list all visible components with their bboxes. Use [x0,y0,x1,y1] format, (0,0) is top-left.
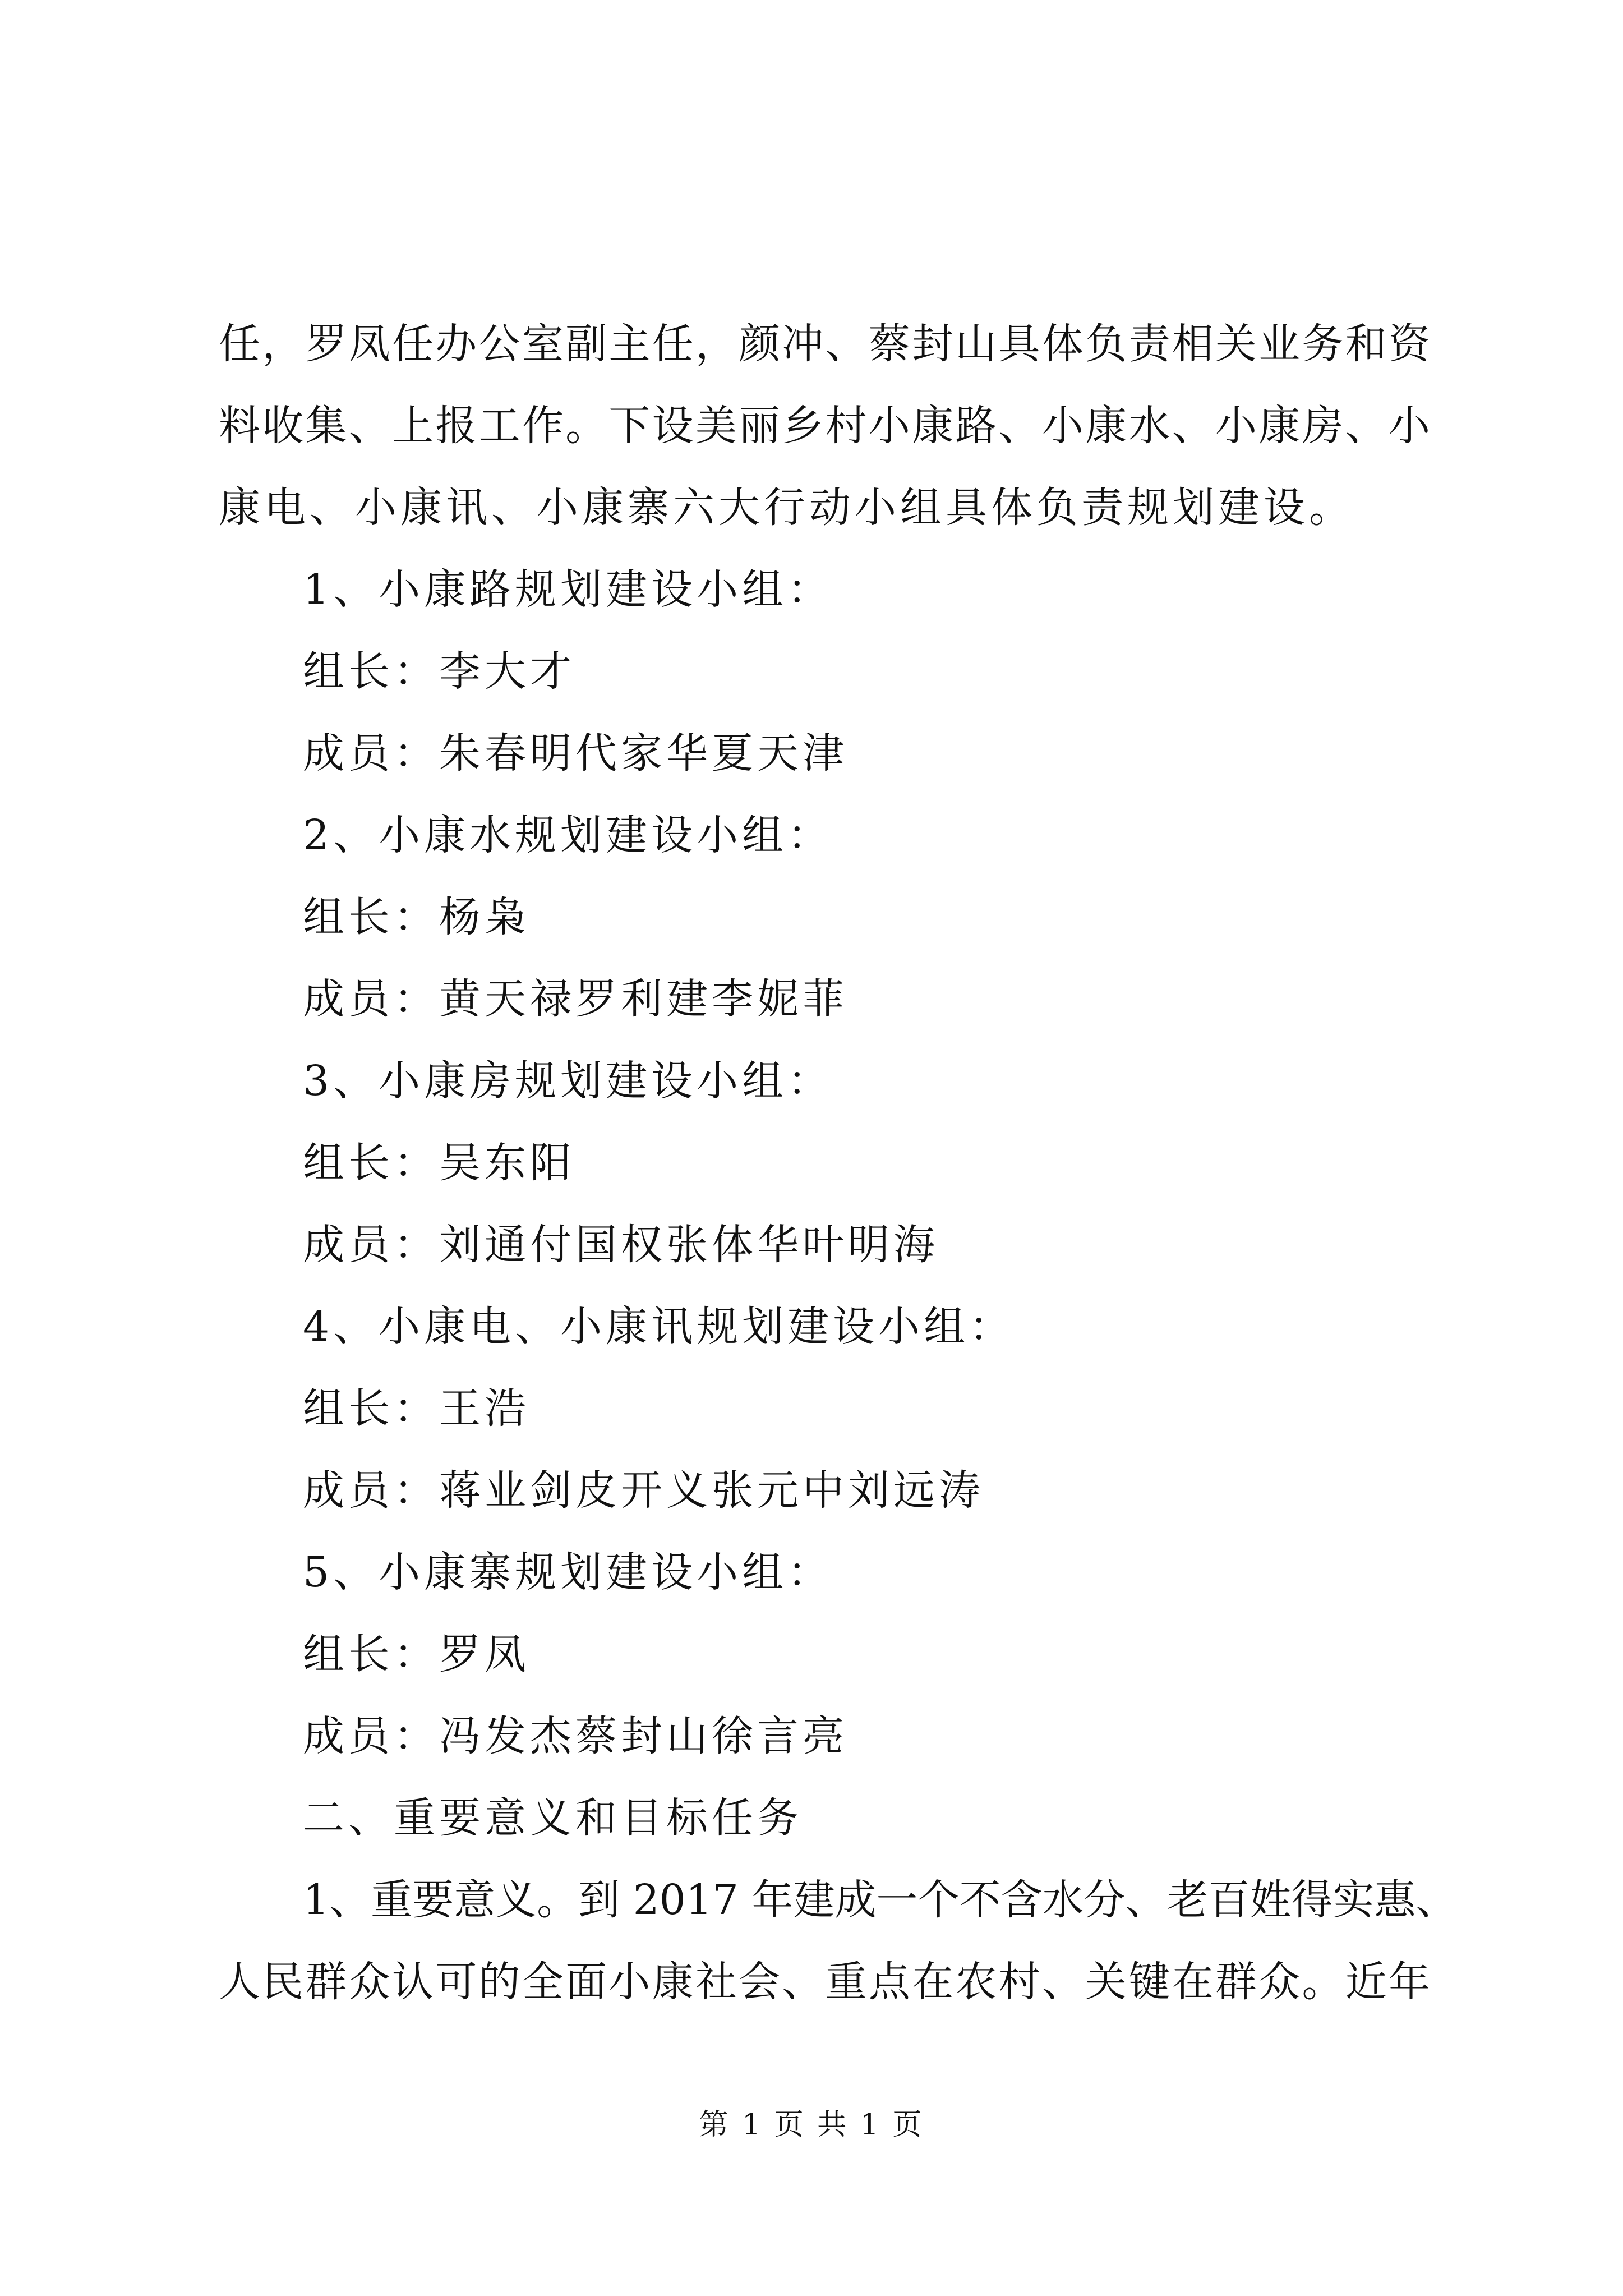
group-leader-water: 组长：杨枭 [303,893,530,941]
paragraph-line-2: 人民群众认可的全面小康社会、重点在农村、关键在群众。近年 [219,1958,1430,2006]
group-members-village: 成员：冯发杰蔡封山徐言亮 [303,1712,848,1760]
section-heading: 二、重要意义和目标任务 [303,1794,803,1842]
text-line-2: 料收集、上报工作。下设美丽乡村小康路、小康水、小康房、小 [219,402,1430,450]
group-members-water: 成员：黄天禄罗利建李妮菲 [303,975,848,1023]
page-footer: 第 1 页 共 1 页 [699,2108,924,2142]
group-heading-village: 5、小康寨规划建设小组： [303,1548,833,1596]
group-leader-road: 组长：李大才 [303,647,575,696]
paragraph-line-1: 1、重要意义。到 2017 年建成一个不含水分、老百姓得实惠、 [303,1876,1458,1924]
group-leader-power: 组长：王浩 [303,1384,530,1433]
group-heading-house: 3、小康房规划建设小组： [303,1057,833,1105]
group-members-house: 成员：刘通付国权张体华叶明海 [303,1221,939,1269]
group-leader-house: 组长：吴东阳 [303,1139,575,1187]
group-leader-village: 组长：罗凤 [303,1630,530,1678]
group-members-road: 成员：朱春明代家华夏天津 [303,729,848,777]
group-heading-road: 1、小康路规划建设小组： [303,565,833,614]
group-members-power: 成员：蒋业剑皮开义张元中刘远涛 [303,1466,984,1515]
text-line-3: 康电、小康讯、小康寨六大行动小组具体负责规划建设。 [219,484,1354,532]
group-heading-water: 2、小康水规划建设小组： [303,811,833,859]
group-heading-power: 4、小康电、小康讯规划建设小组： [303,1303,1015,1351]
text-line-1: 任，罗凤任办公室副主任，颜冲、蔡封山具体负责相关业务和资 [219,320,1430,368]
document-body [219,303,1458,2023]
